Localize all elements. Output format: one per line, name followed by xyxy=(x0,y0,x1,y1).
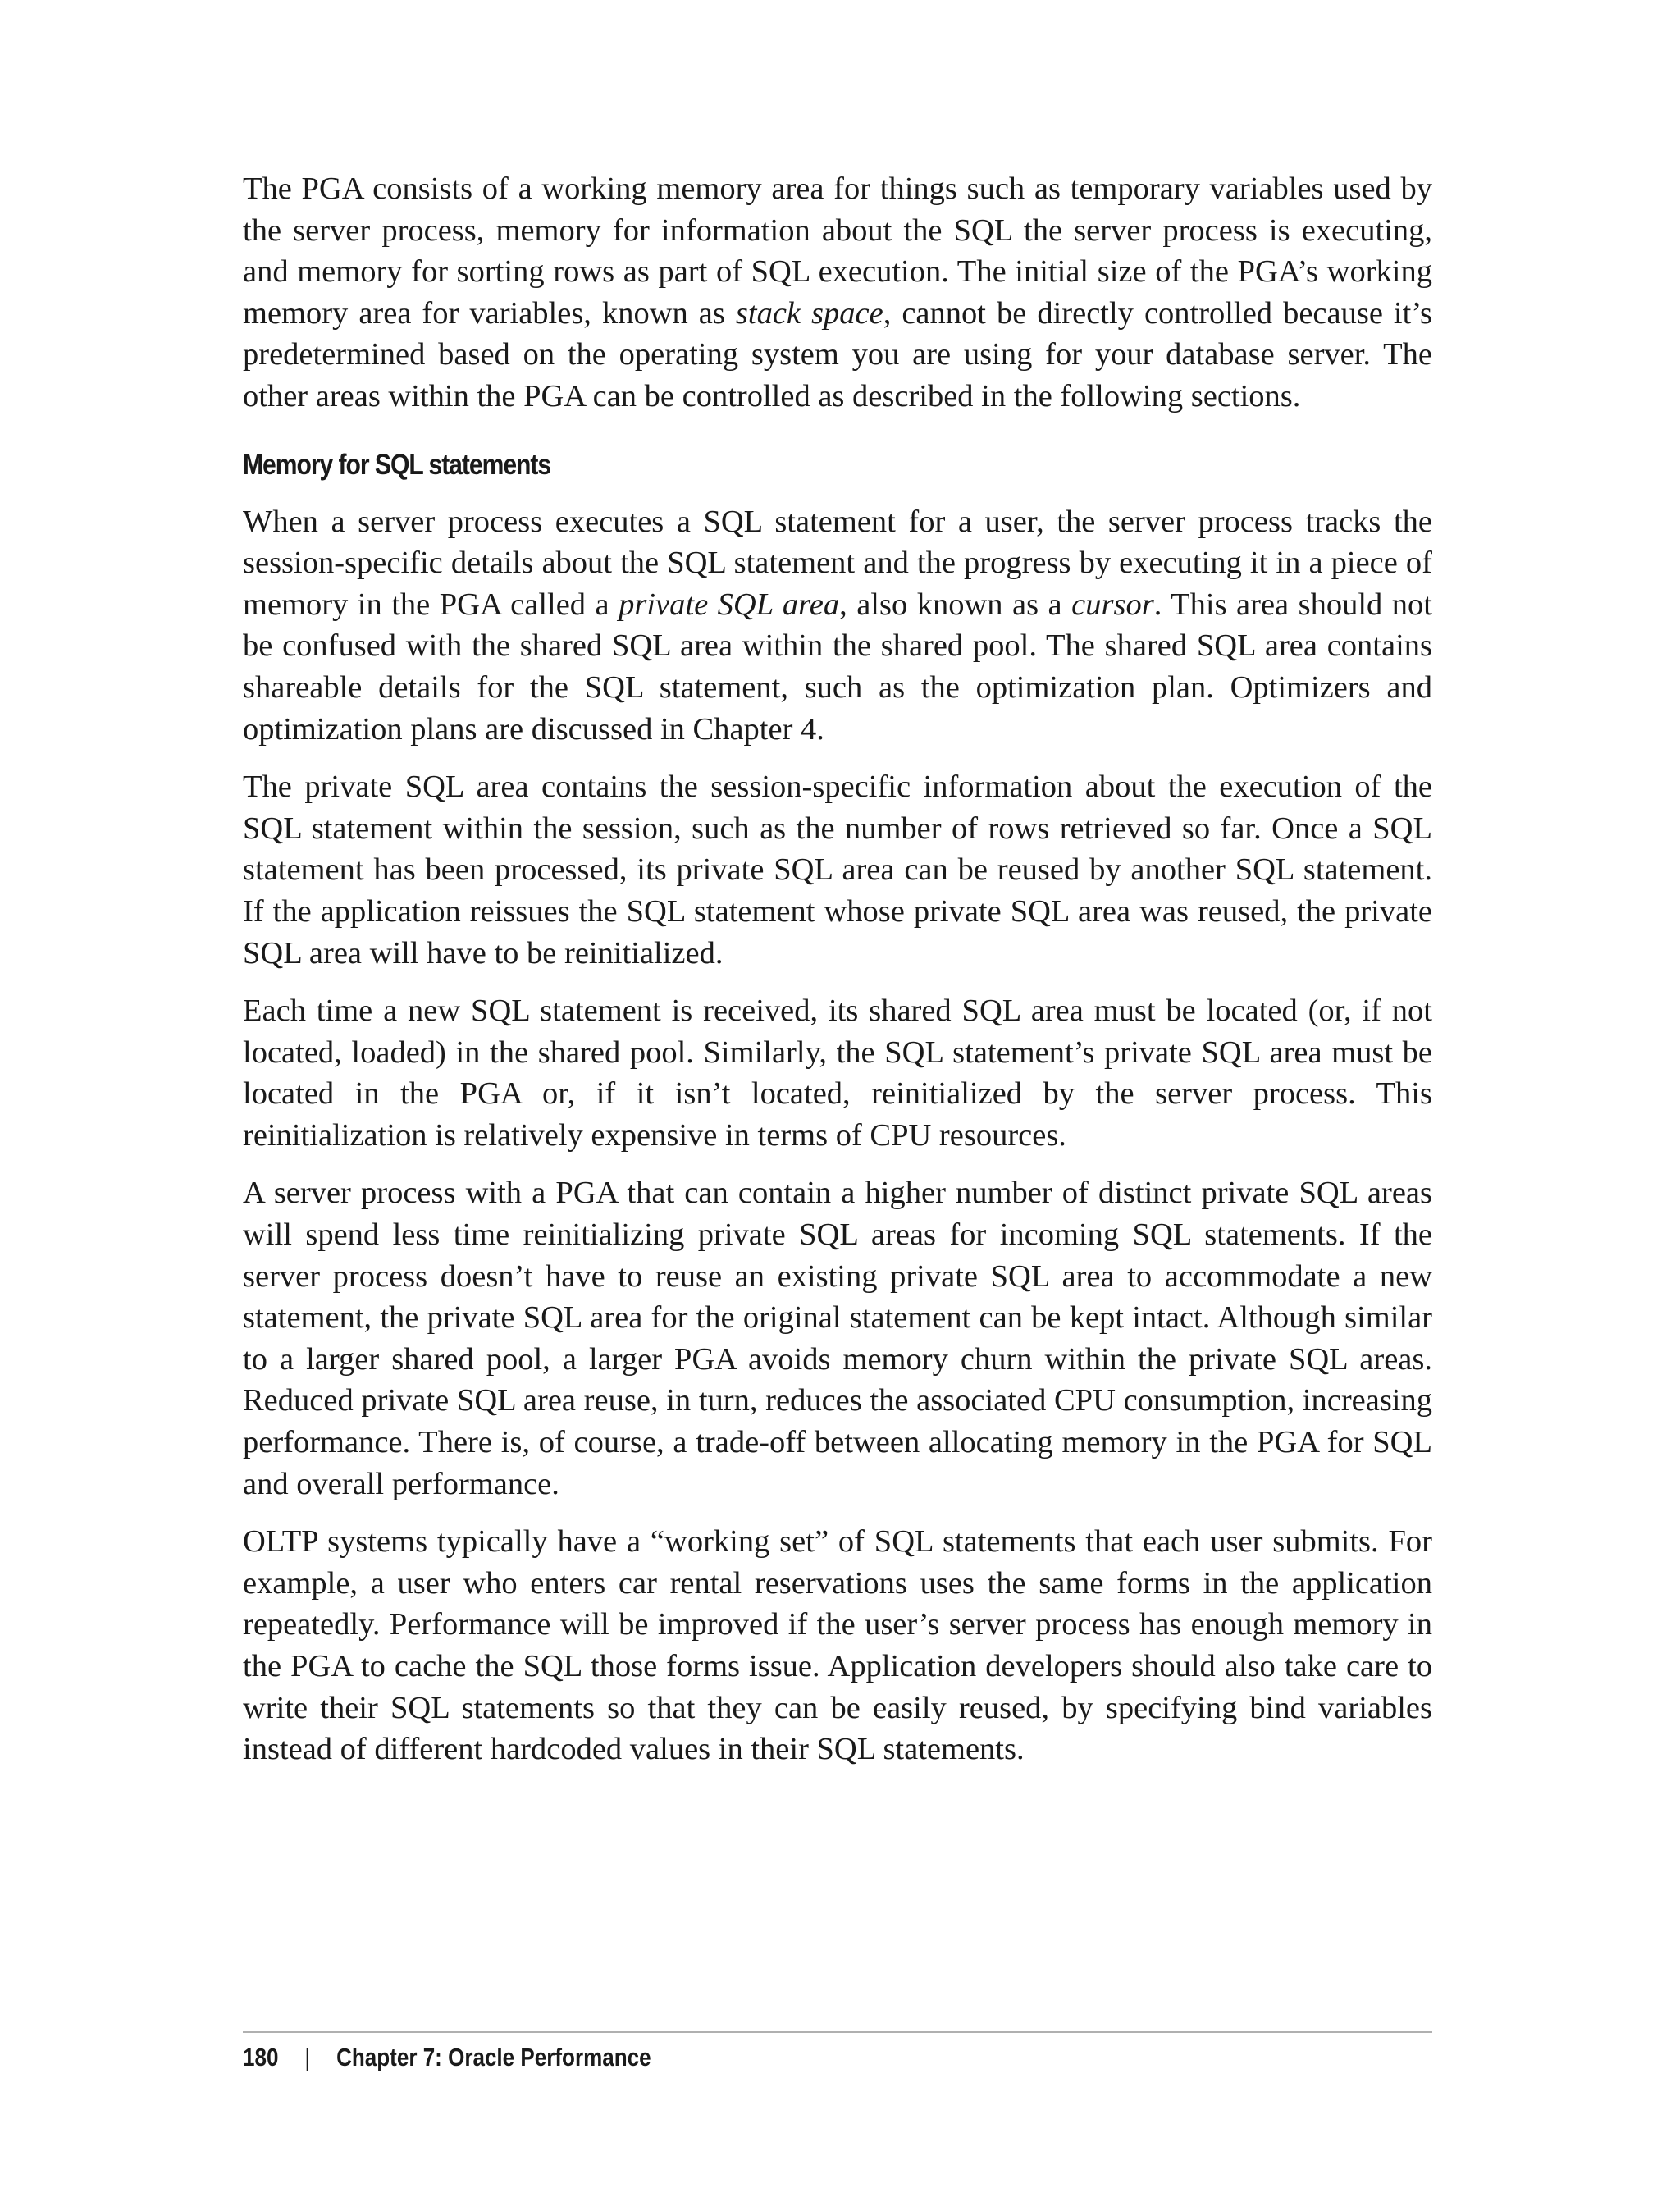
text-run: . This area should not be confused with the shared SQL area within the shared pool. The shared SQL area contains shareable details for the SQL statement, such as the optimization plan. Optimizers and optimization plans are discussed in Chapter 4. xyxy=(243,587,1432,747)
term-cursor: cursor xyxy=(1071,587,1154,622)
footer-separator: | xyxy=(304,2043,311,2071)
page-footer xyxy=(243,2031,1432,2074)
paragraph-pga-overview xyxy=(243,168,1432,418)
paragraph-session-info: The private SQL area contains the session-specific information about the execution of the SQL statement within the session, such as the number of rows retrieved so far. Once a SQL statement has been processed, its private SQL area can be reused by another SQL statement. If the application reissues the SQL statement whose private SQL area was reused, the private SQL area will have to be reinitialized. xyxy=(243,770,1432,971)
text-run: The PGA consists of a working memory area for things such as temporary variables used by the server process, memory for information about the SQL the server process is executing, and memory for sorting rows as part of SQL execution. The initial size of the PGA’s working memory area for variables, known as xyxy=(243,171,1432,331)
paragraph-distinct-areas: A server process with a PGA that can contain a higher number of distinct private SQL areas will spend less time reinitializing private SQL areas for incoming SQL statements. If the server process doesn’t have to reuse an existing private SQL area to accommodate a new statement, the private SQL area for the original statement can be kept intact. Although similar to a larger shared pool, a larger PGA avoids memory churn within the private SQL areas. Reduced private SQL area reuse, in turn, reduces the associated CPU consumption, increasing performance. There is, of course, a trade-off between allocating memory in the PGA for SQL and overall performance. xyxy=(243,1176,1432,1501)
text-run: , cannot be directly controlled because it’s predetermined based on the operating system you are using for your database server. The other areas within the PGA can be controlled as described in the following sections. xyxy=(243,295,1432,413)
page-body xyxy=(243,168,1432,1787)
chapter-title: Chapter 7: Oracle Performance xyxy=(336,2043,651,2071)
paragraph-private-sql-area xyxy=(243,501,1432,751)
paragraph-reinitialization: Each time a new SQL statement is received, its shared SQL area must be located (or, if not located, loaded) in the shared pool. Similarly, the SQL statement’s private SQL area must be located in the PGA or, if it isn’t located, reinitialized by the server process. This reinitialization is relatively expensive in terms of CPU resources. xyxy=(243,993,1432,1153)
footer-content xyxy=(243,2041,651,2074)
term-private-sql-area: private SQL area xyxy=(619,587,840,622)
term-stack-space: stack space xyxy=(735,295,883,331)
page-number: 180 xyxy=(243,2043,279,2071)
paragraph-oltp-working-set: OLTP systems typically have a “working set” of SQL statements that each user submits. For example, a user who enters car rental reservations uses the same forms in the application repeatedly. Performance will be improved if the user’s server process has enough memory in the PGA to cache the SQL those forms issue. Application developers should also take care to write their SQL statements so that they can be easily reused, by specifying bind variables instead of different hardcoded values in their SQL statements. xyxy=(243,1524,1432,1767)
text-run: , also known as a xyxy=(839,587,1072,622)
section-heading: Memory for SQL statements xyxy=(243,448,551,481)
text-run: When a server process executes a SQL statement for a user, the server process tracks the session-specific details about the SQL statement and the progress by executing it in a piece of memory in the PGA called a xyxy=(243,504,1432,622)
